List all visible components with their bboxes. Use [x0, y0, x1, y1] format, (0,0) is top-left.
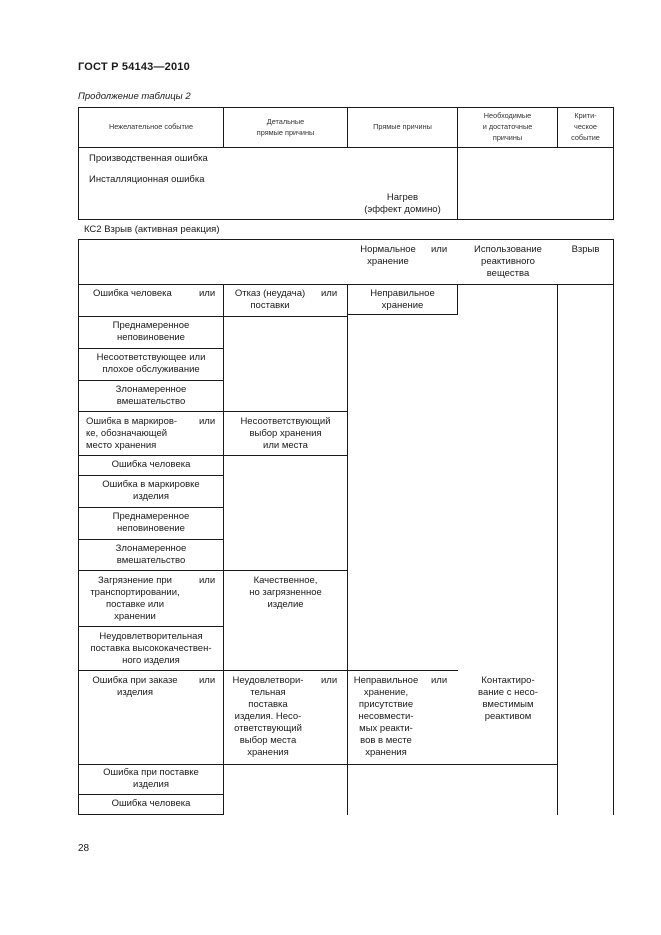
col-header-direct-causes: Прямые причины — [373, 122, 432, 131]
transport-contamination: Загрязнение при транспортировании, поставке или хранении — [90, 575, 180, 622]
marking-error: Ошибка в маркиров- ке, обозначающей место хранения — [86, 416, 178, 451]
supply-failure: Отказ (неудача) поставки — [234, 288, 306, 311]
table-continuation-label: Продолжение таблицы 2 — [78, 91, 191, 102]
intentional-noncompliance-2: Преднамеренное неповиновение — [112, 511, 190, 534]
order-error: Ошибка при заказе изделия — [92, 675, 178, 698]
malicious-interference: Злонамеренное вмешательство — [115, 384, 187, 407]
document-title: ГОСТ Р 54143—2010 — [78, 61, 190, 73]
or-label: или — [321, 288, 338, 299]
or-label: или — [199, 288, 216, 299]
bad-service: Несоответствующее или плохое обслуживание — [96, 352, 206, 375]
human-error: Ошибка человека — [93, 288, 172, 299]
or-label: или — [431, 675, 448, 686]
explosion: Взрыв — [571, 244, 600, 255]
product-marking-error: Ошибка в маркировке изделия — [102, 479, 200, 502]
page-number: 28 — [78, 843, 90, 854]
improper-storage-incompatible: Неправильное хранение, присутствие несовмести- мых реакти- вов в месте хранения — [353, 675, 419, 758]
malicious-interference-2: Злонамеренное вмешательство — [115, 543, 187, 566]
col-header-undesired-event: Нежелательное событие — [108, 122, 194, 131]
or-label: или — [199, 575, 216, 586]
intentional-noncompliance: Преднамеренное неповиновение — [112, 320, 190, 343]
wrong-storage-choice: Несоответствующий выбор хранения или места — [240, 416, 331, 451]
col-header-necessary-causes: Необходимые и достаточные причины — [482, 111, 533, 142]
production-error: Производственная ошибка — [89, 153, 208, 164]
delivery-error: Ошибка при поставке изделия — [103, 767, 199, 790]
contact-incompatible-reagent: Контактиро- вание с несо- вместимым реактивом — [478, 675, 538, 722]
quality-contaminated-product: Качественное, но загрязненное изделие — [249, 575, 322, 610]
or-label: или — [321, 675, 338, 686]
section-ks2: КС2 Взрыв (активная реакция) — [84, 224, 220, 235]
or-label: или — [199, 416, 216, 427]
poor-supply: Неудовлетворительная поставка высококачествен- ного изделия — [90, 631, 212, 666]
unsatisfactory-supply: Неудовлетвори- тельная поставка изделия. Несо- ответствующий выбор места хранения — [232, 675, 304, 758]
col-header-critical-event: Крити- ческое событие — [571, 111, 600, 142]
heating-domino: Нагрев (эффект домино) — [364, 192, 441, 215]
improper-storage: Неправильное хранение — [370, 288, 435, 311]
normal-storage: Нормальное хранение — [360, 244, 416, 267]
installation-error: Инсталляционная ошибка — [89, 174, 205, 185]
col-header-detailed-causes: Детальные прямые причины — [256, 117, 315, 137]
or-label: или — [431, 244, 448, 255]
reactive-use: Использование реактивного вещества — [474, 244, 542, 279]
human-error-3: Ошибка человека — [111, 798, 191, 809]
human-error-2: Ошибка человека — [111, 459, 191, 470]
or-label: или — [199, 675, 216, 686]
